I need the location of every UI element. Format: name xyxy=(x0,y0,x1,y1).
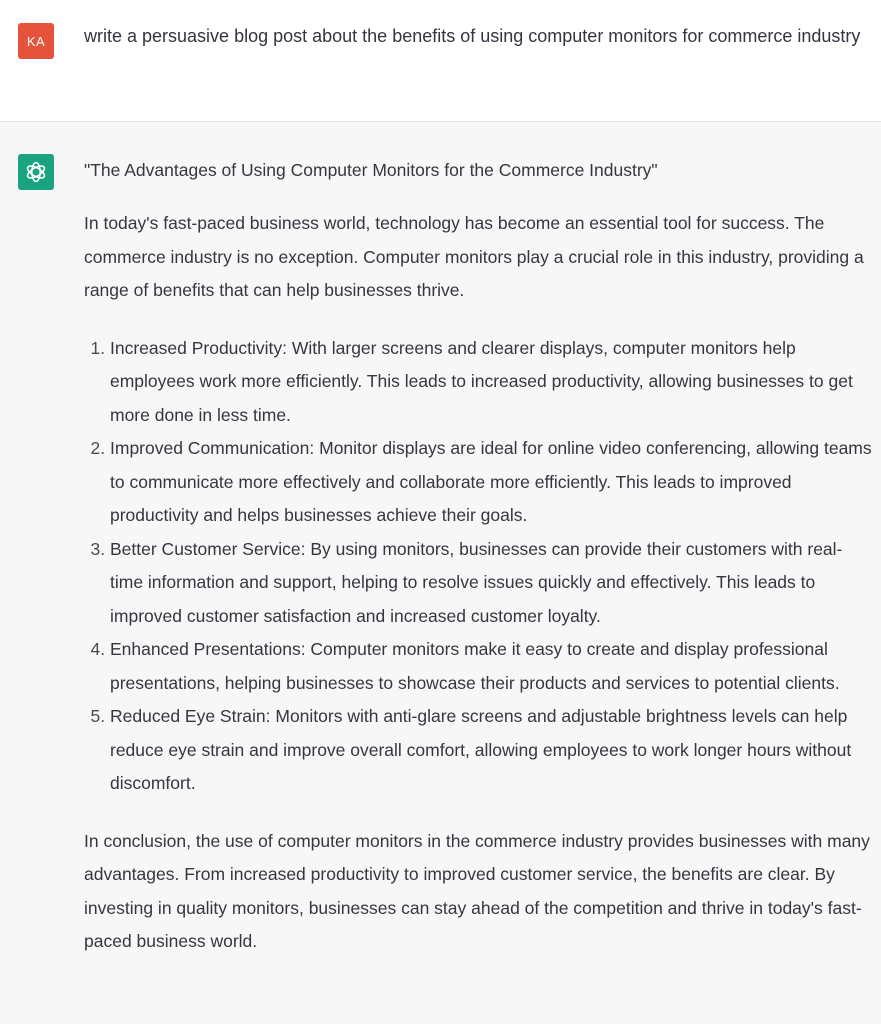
list-item: 1. Increased Productivity: With larger screens and clearer displays, computer monitors help employees work more efficiently. This leads to increased productivity, allowing businesses to get more done in less time. xyxy=(110,332,874,433)
assistant-message xyxy=(0,123,881,1024)
user-avatar-initials: KA xyxy=(26,33,46,49)
openai-logo-icon xyxy=(24,160,48,184)
intro-paragraph: In today's fast-paced business world, technology has become an essential tool for success. The commerce industry is no exception. Computer monitors play a crucial role in this industry, providing a range of benefits that can help businesses thrive. xyxy=(84,213,864,300)
list-item: 4. Enhanced Presentations: Computer monitors make it easy to create and display professional presentations, helping businesses to showcase their products and services to potential clients. xyxy=(110,633,874,700)
user-message-text: write a persuasive blog post about the benefits of using computer monitors for commerce industry xyxy=(84,26,861,46)
user-avatar xyxy=(18,23,54,59)
user-message xyxy=(0,0,881,122)
assistant-response xyxy=(84,156,874,959)
benefits-list xyxy=(84,332,874,801)
list-item: 5. Reduced Eye Strain: Monitors with anti-glare screens and adjustable brightness levels can help reduce eye strain and improve overall comfort, allowing employees to work longer hours without discomfort. xyxy=(110,700,874,801)
list-item: 3. Better Customer Service: By using monitors, businesses can provide their customers with real-time information and support, helping to resolve issues quickly and effectively. This leads to improved customer satisfaction and increased customer loyalty. xyxy=(110,533,874,634)
assistant-avatar xyxy=(18,154,54,190)
list-item: 2. Improved Communication: Monitor displays are ideal for online video conferencing, allowing teams to communicate more effectively and collaborate more efficiently. This leads to improved productivity and helps businesses achieve their goals. xyxy=(110,432,874,533)
post-title: "The Advantages of Using Computer Monitors for the Commerce Industry" xyxy=(84,160,658,180)
conclusion-paragraph: In conclusion, the use of computer monitors in the commerce industry provides businesses with many advantages. From increased productivity to improved customer service, the benefits are clear. By investing in quality monitors, businesses can stay ahead of the competition and thrive in today's fast-paced business world. xyxy=(84,830,870,951)
